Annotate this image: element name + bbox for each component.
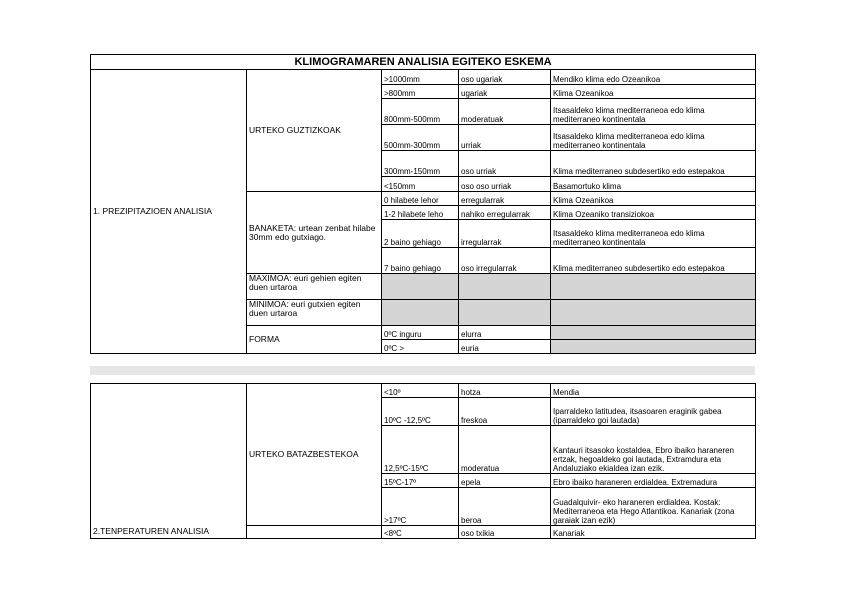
table-cell: 1-2 hilabete leho xyxy=(382,206,459,220)
table-cell-empty xyxy=(382,274,459,300)
table-cell: <10º xyxy=(382,384,459,398)
precip-distribution-label: BANAKETA: urtean zenbat hilabe 30mm edo gutxiago. xyxy=(247,192,382,274)
table-cell: Itsasaldeko klima mediterraneoa edo klima mediterraneo kontinentala xyxy=(551,99,756,125)
precip-section-label: 1. PREZIPITAZIOEN ANALISIA xyxy=(91,70,247,354)
table-cell: Kantauri itsasoko kostaldea, Ebro ibaiko haraneren ertzak, hegoaldeko goi lautada, Extramdura eta Andaluziako ekialdea izan ezik. xyxy=(551,426,756,474)
table-cell-empty xyxy=(551,274,756,300)
table-cell: freskoa xyxy=(459,398,551,426)
table-cell: hotza xyxy=(459,384,551,398)
temp-section-label: 2.TENPERATUREN ANALISIA xyxy=(91,384,247,539)
table-cell: Mendia xyxy=(551,384,756,398)
table-cell: elurra xyxy=(459,326,551,340)
table-cell: Kanariak xyxy=(551,526,756,539)
table-cell: irregularrak xyxy=(459,220,551,248)
table-cell: 500mm-300mm xyxy=(382,125,459,151)
table-cell: erregularrak xyxy=(459,192,551,206)
section-divider xyxy=(90,366,755,375)
table-cell: Klima mediterraneo subdesertiko edo estepakoa xyxy=(551,151,756,177)
table-cell: nahiko erregularrak xyxy=(459,206,551,220)
table-cell-empty xyxy=(459,274,551,300)
table-cell: Klima Ozeaniko transiziokoa xyxy=(551,206,756,220)
table-cell: epela xyxy=(459,474,551,488)
table-cell: 2 baino gehiago xyxy=(382,220,459,248)
table-cell: 0ºC inguru xyxy=(382,326,459,340)
table-cell-empty xyxy=(551,326,756,340)
table-cell-empty xyxy=(459,300,551,326)
table-cell: ugariak xyxy=(459,85,551,99)
page-title: KLIMOGRAMAREN ANALISIA EGITEKO ESKEMA xyxy=(91,55,756,70)
temperature-table xyxy=(90,383,756,539)
table-cell: urriak xyxy=(459,125,551,151)
precipitation-table xyxy=(90,54,756,354)
table-cell: 0 hilabete lehor xyxy=(382,192,459,206)
table-cell-empty xyxy=(551,300,756,326)
table-cell: <8ºC xyxy=(382,526,459,539)
table-cell-empty xyxy=(382,300,459,326)
table-cell: 12,5ºC-15ºC xyxy=(382,426,459,474)
table-cell: Mendiko klima edo Ozeanikoa xyxy=(551,70,756,85)
table-cell: 300mm-150mm xyxy=(382,151,459,177)
table-cell: oso irregularrak xyxy=(459,248,551,274)
table-cell-empty xyxy=(551,340,756,354)
table-cell: Iparraldeko latitudea, itsasoaren eraginik gabea (iparraldeko goi lautada) xyxy=(551,398,756,426)
table-cell: >17ºC xyxy=(382,488,459,526)
table-cell: <150mm xyxy=(382,177,459,192)
table-cell: Ebro ibaiko haraneren erdialdea. Extremadura xyxy=(551,474,756,488)
table-cell: Klima mediterraneo subdesertiko edo estepakoa xyxy=(551,248,756,274)
table-cell: moderatua xyxy=(459,426,551,474)
table-cell: oso txikia xyxy=(459,526,551,539)
precip-maximum-label: MAXIMOA: euri gehien egiten duen urtaroa xyxy=(247,274,382,300)
temp-annual-label: URTEKO BATAZBESTEKOA xyxy=(247,384,382,526)
table-cell: Itsasaldeko klima mediterraneoa edo klima mediterraneo kontinentala xyxy=(551,125,756,151)
table-cell: 800mm-500mm xyxy=(382,99,459,125)
table-cell: moderatuak xyxy=(459,99,551,125)
table-cell: euria xyxy=(459,340,551,354)
table-cell: Basamortuko klima xyxy=(551,177,756,192)
table-cell: Klima Ozeanikoa xyxy=(551,85,756,99)
table-cell: 15ºC-17º xyxy=(382,474,459,488)
table-cell: 0ºC > xyxy=(382,340,459,354)
table-cell: oso urriak xyxy=(459,151,551,177)
table-cell: 10ºC -12,5ºC xyxy=(382,398,459,426)
precip-form-label: FORMA xyxy=(247,326,382,354)
table-cell: Guadalquivir- eko haraneren erdialdea. Kostak: Mediterraneoa eta Hego Atlantikoa. Kanariak (zona garaiak izan ezik) xyxy=(551,488,756,526)
table-cell: >1000mm xyxy=(382,70,459,85)
precip-annual-label: URTEKO GUZTIZKOAK xyxy=(247,70,382,192)
table-cell: beroa xyxy=(459,488,551,526)
table-cell: oso ugariak xyxy=(459,70,551,85)
table-cell: Klima Ozeanikoa xyxy=(551,192,756,206)
precip-minimum-label: MINIMOA: euri gutxien egiten duen urtaroa xyxy=(247,300,382,326)
table-cell: >800mm xyxy=(382,85,459,99)
table-cell: Itsasaldeko klima mediterraneoa edo klima mediterraneo kontinentala xyxy=(551,220,756,248)
table-cell: 7 baino gehiago xyxy=(382,248,459,274)
table-cell-empty xyxy=(247,526,382,539)
table-cell: oso oso urriak xyxy=(459,177,551,192)
